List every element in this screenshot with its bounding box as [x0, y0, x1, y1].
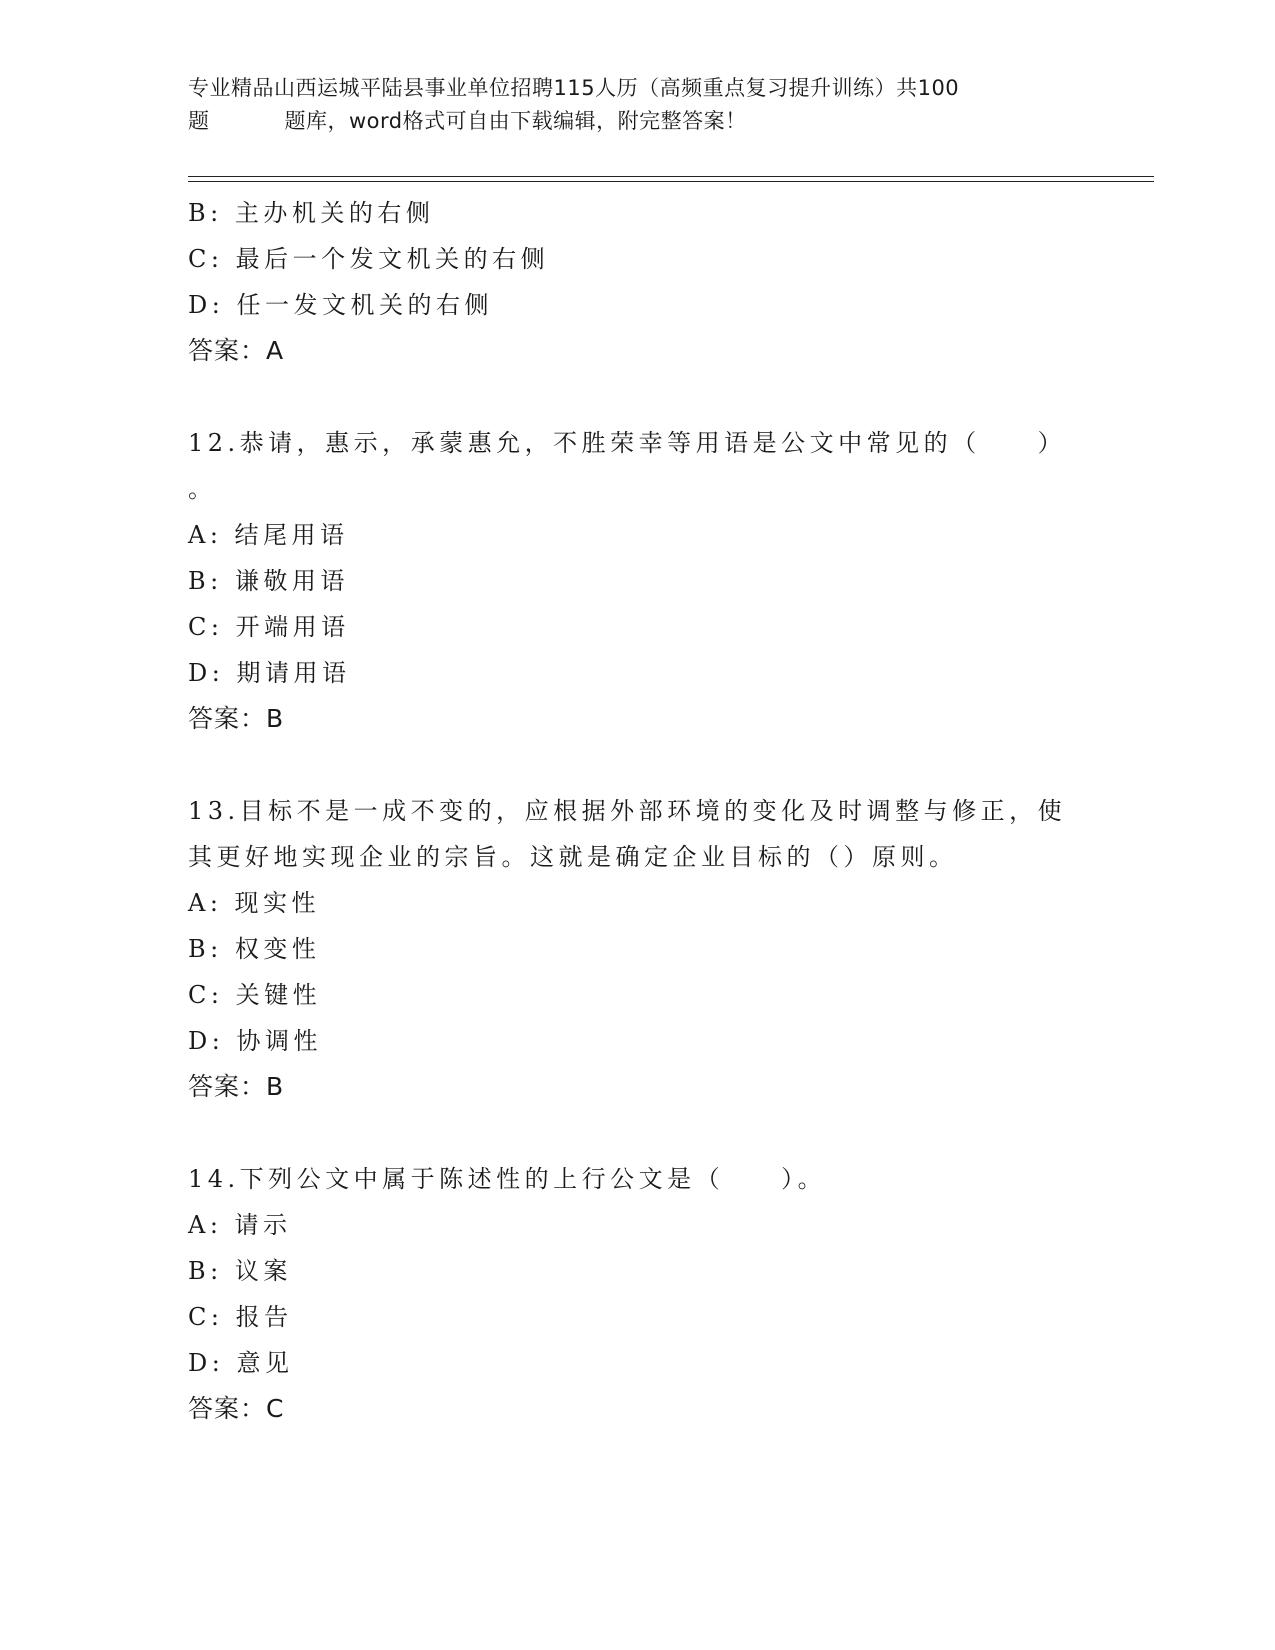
option-c: C: 开端用语	[188, 613, 350, 641]
option-a: A: 结尾用语	[188, 521, 349, 549]
header-divider-top	[188, 176, 1154, 177]
option-b: B: 主办机关的右侧	[188, 199, 435, 227]
header-line-2-rest: 题库，word格式可自由下载编辑，附完整答案！	[284, 109, 747, 133]
answer: 答案：B	[188, 704, 285, 733]
option-a: A: 现实性	[188, 889, 321, 917]
question-title: 14.下列公文中属于陈述性的上行公文是（ ）。	[188, 1165, 827, 1193]
question-title-cont: 。	[188, 475, 217, 503]
header-line-2-start: 题	[188, 109, 210, 133]
option-d: D: 期请用语	[188, 659, 351, 687]
question-12	[188, 420, 1088, 742]
document-header	[188, 72, 1088, 138]
question-title-cont: 其更好地实现企业的宗旨。这就是确定企业目标的（）原则。	[188, 843, 958, 871]
question-14	[188, 1156, 1088, 1432]
header-divider-bottom	[188, 181, 1154, 182]
option-d: D: 协调性	[188, 1027, 322, 1055]
option-c: C: 报告	[188, 1303, 293, 1331]
option-a: A: 请示	[188, 1211, 292, 1239]
option-b: B: 谦敬用语	[188, 567, 349, 595]
option-d: D: 意见	[188, 1349, 294, 1377]
question-title: 13.目标不是一成不变的，应根据外部环境的变化及时调整与修正，使	[188, 797, 1067, 825]
header-line-1: 专业精品山西运城平陆县事业单位招聘115人历（高频重点复习提升训练）共100	[188, 76, 960, 100]
question-13	[188, 788, 1088, 1110]
option-c: C: 关键性	[188, 981, 322, 1009]
question-content	[188, 190, 1088, 1432]
answer: 答案：C	[188, 1394, 285, 1423]
header-line-2	[188, 105, 1088, 138]
option-b: B: 议案	[188, 1257, 292, 1285]
option-d: D: 任一发文机关的右侧	[188, 291, 493, 319]
answer: 答案：B	[188, 1072, 285, 1101]
option-c: C: 最后一个发文机关的右侧	[188, 245, 550, 273]
option-b: B: 权变性	[188, 935, 321, 963]
question-title: 12.恭请，惠示，承蒙惠允，不胜荣幸等用语是公文中常见的（ ）	[188, 429, 1067, 457]
answer: 答案：A	[188, 336, 285, 365]
